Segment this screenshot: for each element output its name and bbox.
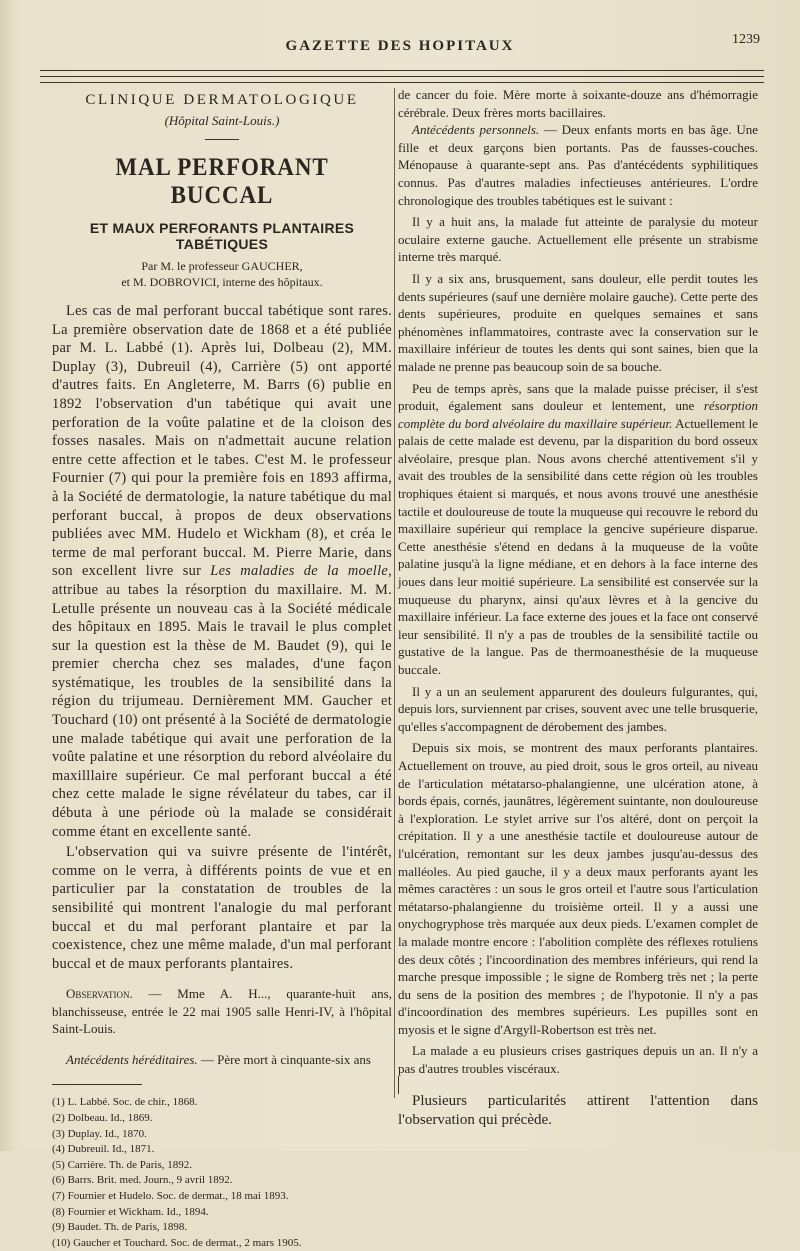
body-paragraph (398, 380, 758, 679)
header-rule (40, 70, 764, 71)
observation-paragraph (52, 985, 392, 1038)
footnote: (2) Dolbeau. Id., 1869. (52, 1111, 153, 1124)
body-paragraph: Il y a un an seulement apparurent des douleurs fulgurantes, qui, depuis lors, surviennent par crises, souvent avec une telle brusquerie, qu'elles s'accompagnent de dérobement des jambes. (398, 683, 758, 734)
body-paragraph: La malade a eu plusieurs crises gastriques depuis un an. Il n'y a pas d'autres troubles viscéraux. (398, 1043, 758, 1077)
body-paragraph (52, 302, 392, 841)
header-rule (40, 76, 764, 77)
footnote: (9) Baudet. Th. de Paris, 1898. (52, 1221, 188, 1234)
article-authors (52, 258, 392, 290)
article-title: MAL PERFORANT BUCCAL (115, 154, 329, 209)
body-paragraph: Depuis six mois, se montrent des maux perforants plantaires. Actuellement on trouve, au pied droit, sous le gros orteil, au niveau de l'articulation métatarso-phalangienne, une ulcération atone, à bords épais, cornés, jaunâtres, légèrement suintante, non douloureuse à l'exploration. Le stylet arrive sur l'os altéré, dont on perçoit la crépitation. Il y a une anesthésie tactile et douloureuse autour de l'ulcération, remontant sur les deux jambes jusqu'au-dessus des malléoles. Au pied gauche, il y a deux maux perforants ayant les mêmes caractères : un sous le gros orteil et l'autre sous l'articulation métatarso-phalangienne du troisième orteil. Il y a aussi une onychogryphose très marquée aux deux pieds. L'examen complet de la malade montre encore : l'abolition complète des réflexes rotuliens des deux côtés ; l'incoordination des membres inférieurs, qui rend la marche presque impossible ; le signe de Romberg très net ; la perte du sens de la position des membres ; de l'hypotonie. Il n'y a pas d'incoordination des membres supérieurs. Les pupilles sont en myosis et le signe d'Argyll-Robertson est très net. (398, 740, 758, 1037)
body-paragraph: de cancer du foie. Mère morte à soixante-douze ans d'hémorragie cérébrale. Deux frères morts bacillaires. (398, 87, 758, 120)
body-paragraph: Il y a six ans, brusquement, sans douleur, elle perdit toutes les dents supérieures (sauf une dernière molaire gauche). Cette perte des dents supérieures, produite en quelques semaines et sans phénomènes inflammatoires, contraste avec la conservation sur le maxillaire inférieur de toutes les dents qui sont saines, bien que la malade ne prenne pas beaucoup soin de sa bouche. (398, 270, 758, 374)
column-separator (394, 88, 395, 1098)
article-subtitle: ET MAUX PERFORANTS PLANTAIRES TABÉTIQUES (89, 220, 355, 252)
right-column (398, 86, 758, 1145)
book-title: Les maladies de la moelle (210, 563, 389, 580)
section-rubric: CLINIQUE DERMATOLOGIQUE (85, 92, 359, 108)
paragraph-text: Actuellement le palais de cette malade est devenu, par la disparition du bord osseux alvéolaire, presque plan. Nous avons cherché attentivement s'il y avait des troubles de la sensibilité dans cette région où les troubles trophiques étaient si marqués, et nous avons trouvé une anesthésie tactile et douloureuse de toute la muqueuse qui recouvre le rebord du maxillaire supérieur qui remplace la gencive supérieure disparue. Cette anesthésie s'étend en dedans à la muqueuse de la voûte palatine jusqu'à la ligne médiane, et en dehors à la face interne des joues dans leur moitié supérieure. La sensibilité est conservée sur la muqueuse du pharynx, ainsi qu'aux lèvres et à la gencive du maxillaire inférieur. La face externe des joues et la face ont conservé leur sensibilité. Il n'y a pas de troubles de la sensibilité tactile ou gustative de la langue. Pas de thermoanesthésie de la muqueuse buccale. (398, 415, 759, 677)
emphasis-text: résorption complète du bord alvéolaire du maxillaire supérieur. (398, 398, 758, 431)
authors-line: Par M. le professeur GAUCHER, (141, 259, 303, 273)
footnote: (6) Barrs. Brit. med. Journ., 9 avril 1892. (52, 1174, 233, 1187)
page-number: 1239 (732, 32, 760, 47)
divider (205, 139, 239, 140)
footnotes (52, 1095, 392, 1251)
footnote-rule (52, 1084, 142, 1085)
paragraph-text: , attribue au tabes la résorption du maxillaire. M. M. Letulle présente un nouveau cas à la Société médicale des hôpitaux en 1895. Mais le travail le plus complet sur la question est la thèse de M. Baudet (9), qui le premier chercha chez ses malades, d'une façon systématique, les troubles de la sensibilité dans la région du trijumeau. Dernièrement MM. Gaucher et Touchard (10) ont présenté à la Société de dermatologie une malade tabétique qui avait une perforation de la voûte palatine et une résorption du rebord alvéolaire du maxilllaire supérieur. Ce mal perforant buccal a été chez cette malade le signe révélateur du tabes, car il débuta à une période où la malade se considérait comme étant en excellente santé. (52, 563, 392, 840)
body-paragraph: Il y a huit ans, la malade fut atteinte de paralysie du moteur oculaire externe gauche. Actuellement elle présente un strabisme interne très marqué. (398, 214, 758, 265)
paragraph-text: — Deux enfants morts en bas âge. Une fille et deux garçons bien portants. Pas de fausses-couches. Ménopause à quarante-sept ans. Pas d'antécédents syphilitiques connus. Pas d'autres maladies infectieuses antérieures. L'ordre chronologique des troubles tabétiques est le suivant : (398, 122, 758, 208)
authors-line: et M. DOBROVICI, interne des hôpitaux. (121, 275, 323, 289)
paragraph-text: Peu de temps après, sans que la malade puisse préciser, il s'est produit, également sans douleur et lentement, une (398, 380, 758, 414)
footnote: (3) Duplay. Id., 1870. (52, 1127, 147, 1140)
antecedents-label: Antécédents héréditaires. (66, 1051, 198, 1067)
running-head: GAZETTE DES HOPITAUX (285, 38, 515, 54)
body-paragraph (398, 121, 758, 209)
page-header (40, 32, 760, 68)
body-paragraph: L'observation qui va suivre présente de l'intérêt, comme on le verra, à différents points de vue et en particulier par la constatation de troubles de la sensibilité qui montrent l'analogie du mal perforant buccal et du mal perforant plantaire et par la coexistence, chez une même malade, d'un mal perforant buccal et de maux perforants plantaires. (52, 844, 392, 972)
antecedents-label: Antécédents personnels. (412, 122, 540, 138)
footnote: (8) Fournier et Wickham. Id., 1894. (52, 1205, 209, 1218)
footnote: (1) L. Labbé. Soc. de chir., 1868. (52, 1096, 198, 1109)
footnote: (5) Carrière. Th. de Paris, 1892. (52, 1158, 193, 1171)
observation-label: Observation. (66, 986, 133, 1002)
footnote: (10) Gaucher et Touchard. Soc. de dermat., 2 mars 1905. (52, 1236, 302, 1249)
antecedents-text: — Père mort à cinquante-six ans (197, 1051, 371, 1067)
observation-text: — Mme A. H..., quarante-huit ans, blanchisseuse, entrée le 22 mai 1905 salle Henri-IV, à l'hôpital Saint-Louis. (52, 986, 392, 1037)
section-subrubric: (Hôpital Saint-Louis.) (164, 113, 280, 128)
closing-paragraph: Plusieurs particularités attirent l'attention dans l'observation qui précède. (398, 1092, 758, 1128)
column-end-mark (398, 1076, 400, 1094)
antecedents-paragraph (52, 1051, 392, 1069)
left-column (52, 86, 392, 1251)
header-rule (40, 82, 764, 83)
footnote: (4) Dubreuil. Id., 1871. (52, 1143, 155, 1156)
paragraph-text: Les cas de mal perforant buccal tabétique sont rares. La première observation date de 1868 et a été publiée par M. L. Labbé (1). Après lui, Dolbeau (2), MM. Duplay (3), Dubreuil (4), Carrière (5) ont apporté d'autres faits. En Angleterre, M. Barrs (6) publie en 1892 l'observation d'un tabétique qui avait une perforation de la voûte palatine et de la cloison des fosses nasales. Mais on n'admettait aucune relation entre cette affection et le tabes. C'est M. le professeur Fournier (7) qui pour la première fois en 1893 affirma, à la Société de dermatologie, la nature tabétique du mal perforant buccal, à propos de deux observations publiées avec MM. Hudelo et Wickham (8), et créa le terme de mal perforant buccal. M. Pierre Marie, dans son excellent livre sur (52, 303, 392, 580)
footnote: (7) Fournier et Hudelo. Soc. de dermat., 18 mai 1893. (52, 1189, 289, 1202)
